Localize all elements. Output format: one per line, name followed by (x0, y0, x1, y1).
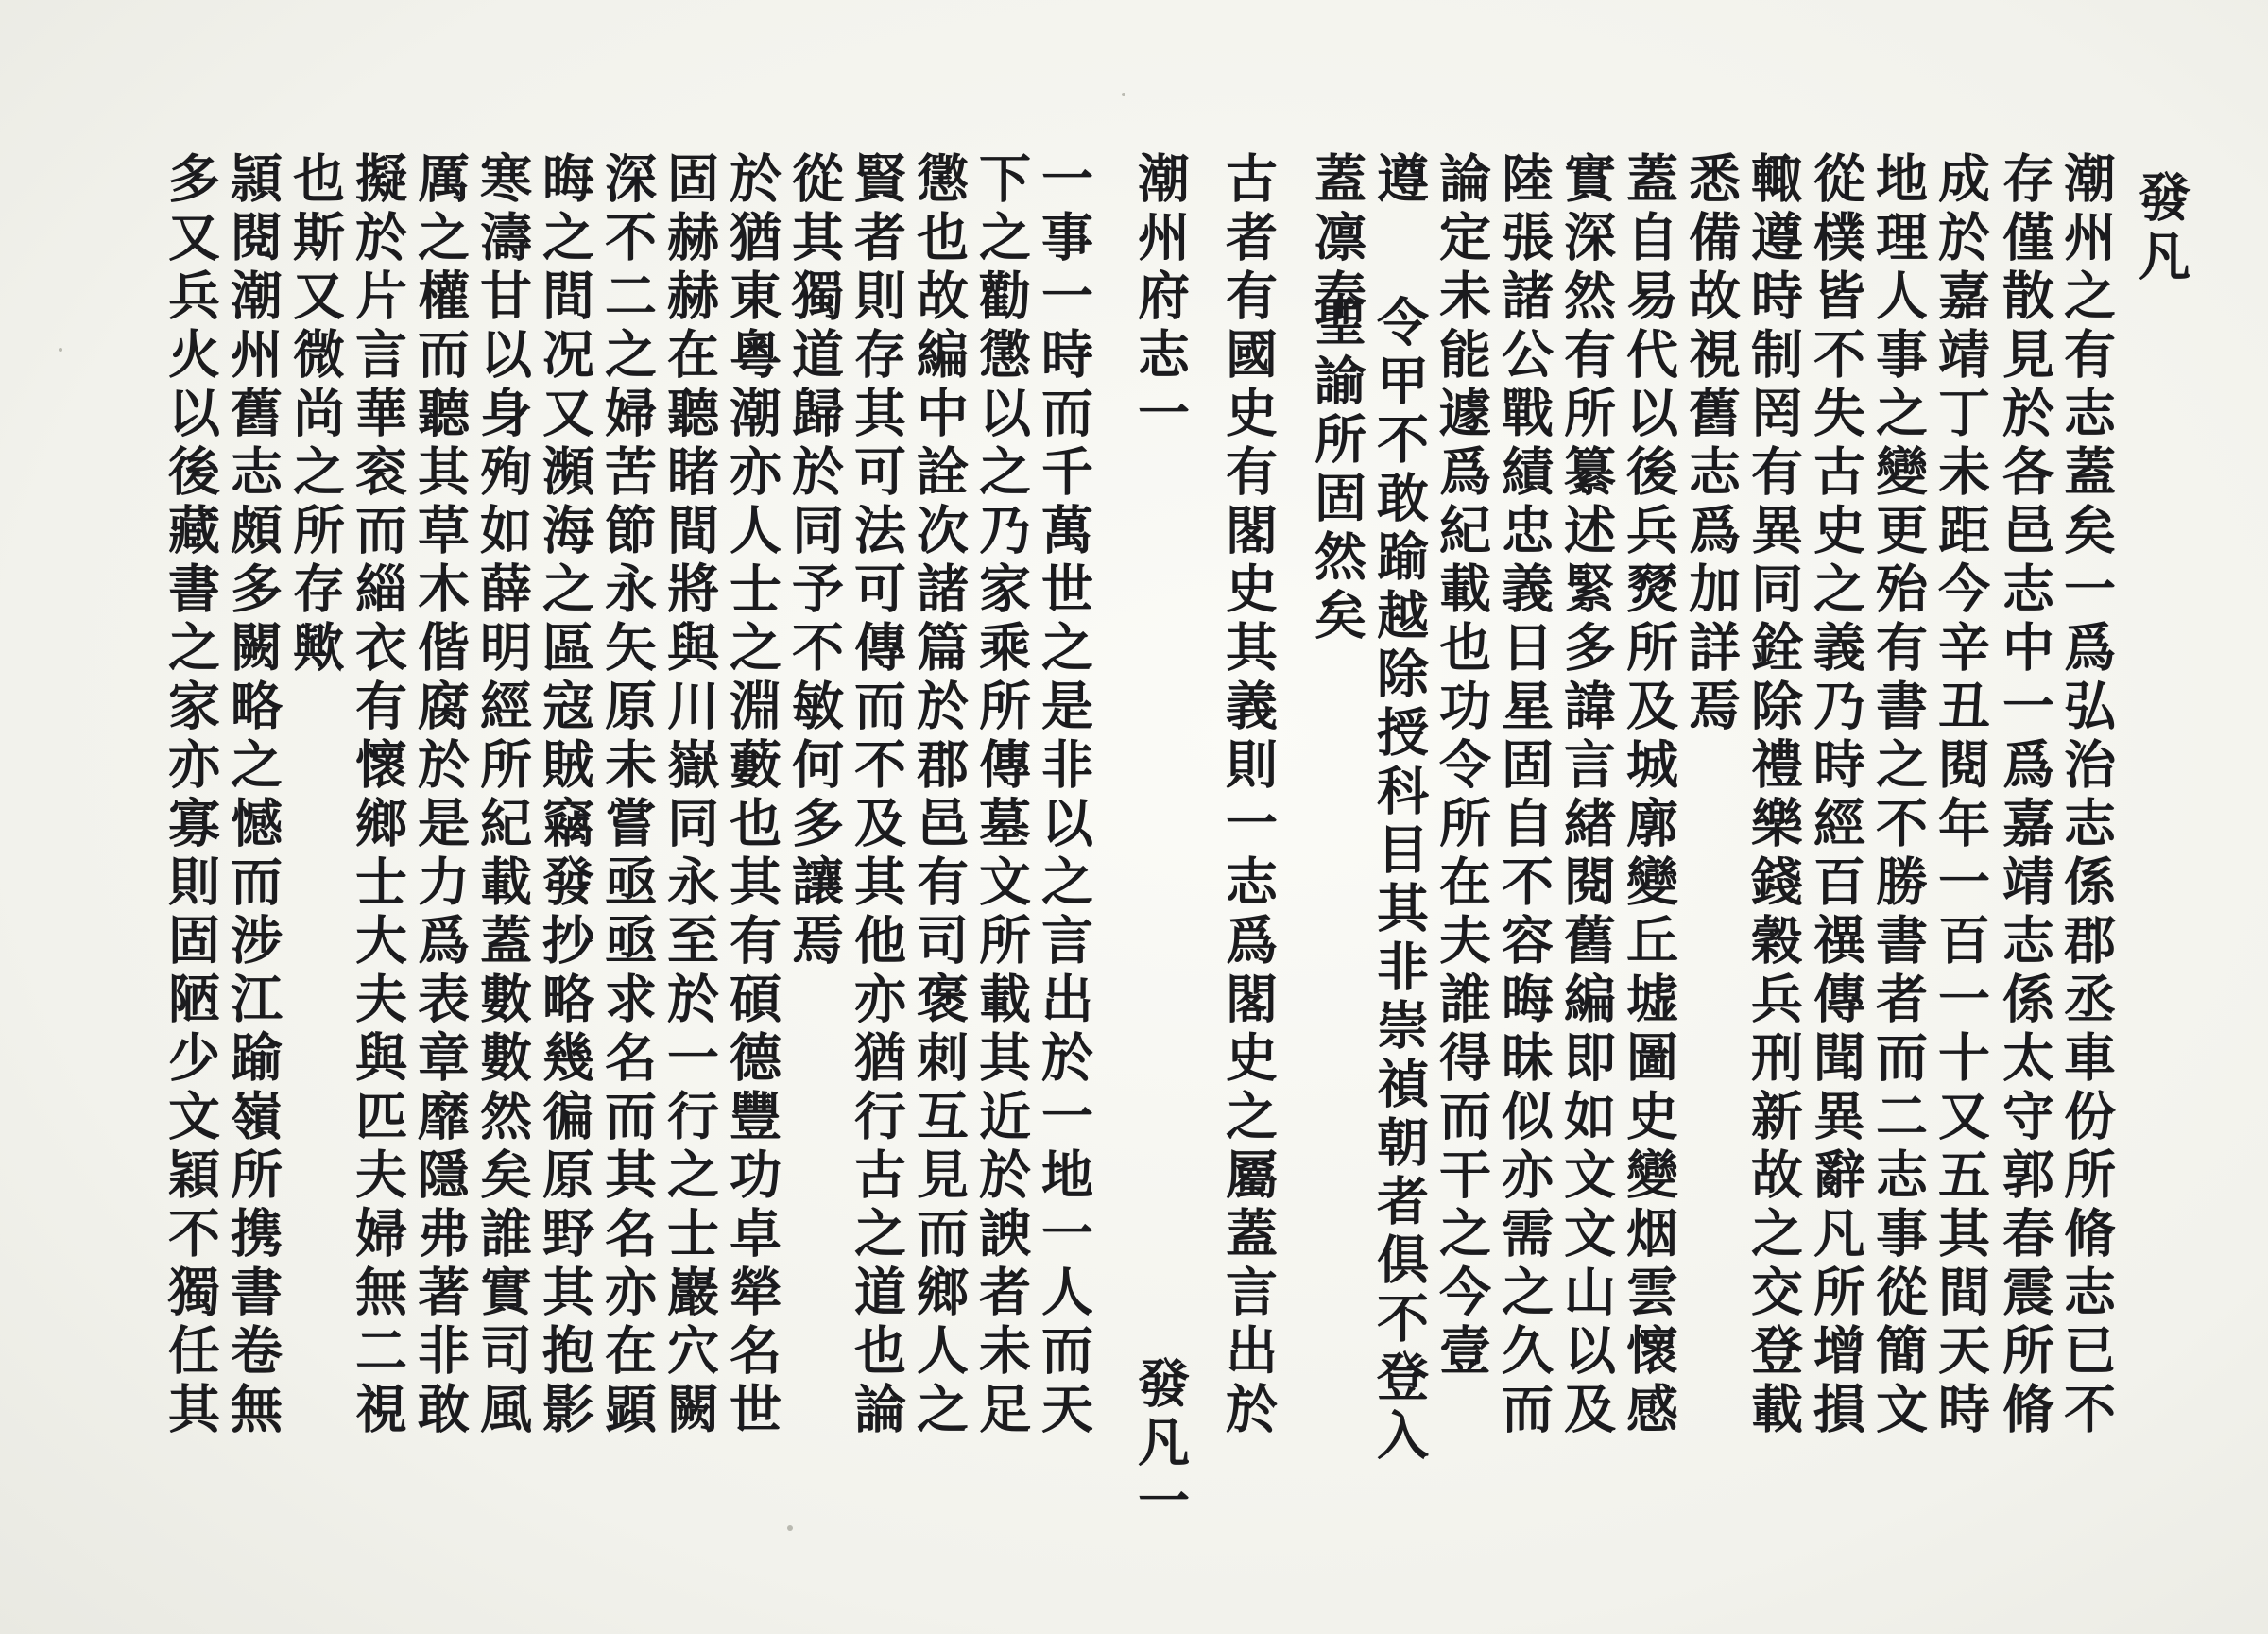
text-column: 論定未能遽爲紀載也功令所在夫誰得而干之今壹 (1431, 151, 1492, 1382)
text-column: 古者有國史有閣史其義則一志爲閣史之屬蓋言出於 (1217, 151, 1279, 1440)
text-column: 一事一時而千萬世之是非以之言出於一地一人而天 (1033, 151, 1094, 1440)
ink-speck (787, 1525, 793, 1531)
text-column: 陸張諸公戰績忠義日星固自不容晦昧似亦需之久而 (1493, 151, 1555, 1440)
text-column: 固赫赫在聽睹間將與川嶽同永至於一行之士巖穴闕 (659, 151, 720, 1440)
text-column: 頴閱潮州舊志頗多闕略之憾而涉江踰嶺所携書卷無 (222, 151, 284, 1440)
text-column: 聖諭所固然矣 (1306, 295, 1367, 646)
text-column: 晦之間况又瀕海之區寇賊竊發抄略幾徧原野其抱影 (534, 151, 595, 1440)
page-label-column: 發凡一 (1129, 1356, 1191, 1532)
text-column: 賢者則存其可法可傳而不及其他亦猶行古之道也論 (846, 151, 907, 1440)
text-column: 下之勸懲以之乃家乘所傳墓文所載其近於諛者未足 (971, 151, 1032, 1440)
text-column: 寒濤甘以身殉如薛明經所紀載蓋數數然矣誰實司風 (472, 151, 533, 1440)
ink-speck (1122, 93, 1125, 96)
text-column: 成於嘉靖丁未距今辛丑閱年一百一十又五其間天時 (1930, 151, 1991, 1440)
page-title-column: 潮州府志一 (1129, 151, 1191, 444)
text-column: 也斯又微尚之所存歟 (284, 151, 346, 679)
text-column: 遵 (1368, 151, 1430, 210)
text-column: 深不二之婦苦節永矢原未嘗亟亟求名而其名亦在顕 (596, 151, 658, 1440)
text-column: 厲之權而聽其草木偕腐於是力爲表章靡隱弗著非敢 (409, 151, 471, 1440)
text-column: 潮州之有志蓋矣一爲弘治志係郡丞車份所脩志已不 (2055, 151, 2117, 1440)
text-column: 擬於片言華衮而緇衣有懷鄉士大夫與匹夫婦無二視 (347, 151, 408, 1440)
text-column: 令甲不敢踰越除授科目其非崇禎朝者俱不登入 (1368, 295, 1430, 1467)
text-column: 於猶東粵潮亦人士之淵藪也其有碩德豐功卓犖名世 (721, 151, 782, 1440)
text-column: 蓋自易代以後兵燹所及城廓變丘墟圖史變烟雲懷感 (1618, 151, 1679, 1440)
text-column: 存僅散見於各邑志中一爲嘉靖志係太守郭春震所脩 (1994, 151, 2055, 1440)
text-column: 從其獨道歸於同予不敏何多讓焉 (783, 151, 845, 972)
ink-speck (59, 348, 62, 352)
heading-fafan: 發凡 (2130, 170, 2191, 287)
text-column: 實深然有所纂述緊多諱言緖閱舊編即如文文山以及 (1555, 151, 1617, 1440)
text-column: 從樸皆不失古史之義乃時經百禩傳聞異辭凡所增損 (1805, 151, 1866, 1440)
text-column: 地理人事之變更殆有書之不勝書者而二志事從簡文 (1867, 151, 1929, 1440)
text-column: 悉備故視舊志爲加詳焉 (1680, 151, 1742, 737)
text-column: 多又兵火以後藏書之家亦寡則固陋少文穎不獨任其 (160, 151, 221, 1440)
text-column: 懲也故編中詮次諸篇於郡邑有司褒刺互見而鄉人之 (908, 151, 970, 1440)
text-column: 輙遵時制罔有異同銓除禮樂錢穀兵刑新故之交登載 (1743, 151, 1804, 1440)
text-column: 蓋凛奉 (1306, 151, 1367, 327)
